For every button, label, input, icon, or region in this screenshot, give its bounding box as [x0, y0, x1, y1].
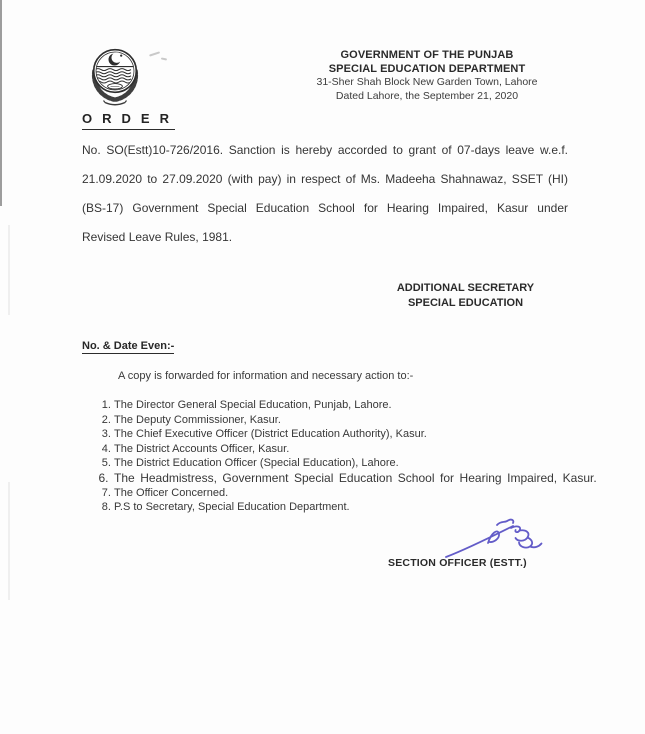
list-item: 3. The Chief Executive Officer (District Education Authority), Kasur.: [114, 427, 601, 442]
list-item: 5. The District Education Officer (Special Education), Lahore.: [114, 456, 601, 471]
org-address: 31-Sher Shah Block New Garden Town, Lahore: [316, 76, 538, 88]
list-item: 1. The Director General Special Education, Punjab, Lahore.: [114, 398, 601, 413]
letterhead: [307, 48, 547, 103]
org-name-line2: SPECIAL EDUCATION DEPARTMENT: [328, 63, 526, 75]
punjab-crest-icon: [84, 44, 148, 108]
forwarding-line: A copy is forwarded for information and necessary action to:-: [118, 370, 414, 382]
pencil-mark: [161, 57, 167, 60]
paragraph-line: 21.09.2020 to 27.09.2020 (with pay) in respect of Ms. Madeeha Shahnawaz, SSET (HI): [82, 172, 568, 186]
pencil-mark: [149, 51, 160, 56]
list-item: 4. The District Accounts Officer, Kasur.: [114, 442, 601, 457]
signatory-block: [383, 281, 548, 311]
scan-smudge: [8, 482, 10, 600]
letter-date: Dated Lahore, the September 21, 2020: [335, 89, 519, 102]
scan-edge-artifact: [0, 0, 2, 206]
org-name-line1: GOVERNMENT OF THE PUNJAB: [340, 49, 514, 61]
distribution-list: [82, 398, 601, 515]
signatory-title-line2: SPECIAL EDUCATION: [407, 297, 524, 309]
list-item: 8. P.S to Secretary, Special Education Department.: [114, 500, 601, 515]
paragraph-line: No. SO(Estt)10-726/2016. Sanction is hereby accorded to grant of 07-days leave w.e.f.: [82, 143, 568, 157]
list-item: 6. The Headmistress, Government Special Education School for Hearing Impaired, Kasur.: [114, 471, 601, 486]
ref-number-heading: No. & Date Even:-: [82, 340, 175, 352]
order-body-paragraph: [82, 136, 568, 252]
list-item: 2. The Deputy Commissioner, Kasur.: [114, 413, 601, 428]
signature-scribble-icon: [441, 515, 551, 562]
officer-title: SECTION OFFICER (ESTT.): [388, 557, 527, 569]
scan-smudge: [8, 225, 10, 315]
list-item: 7. The Officer Concerned.: [114, 486, 601, 501]
signatory-title-line1: ADDITIONAL SECRETARY: [396, 282, 535, 294]
paragraph-line: (BS-17) Government Special Education School for Hearing Impaired, Kasur under: [82, 201, 568, 215]
order-heading: O R D E R: [82, 111, 175, 130]
paragraph-line: Revised Leave Rules, 1981.: [82, 230, 233, 244]
